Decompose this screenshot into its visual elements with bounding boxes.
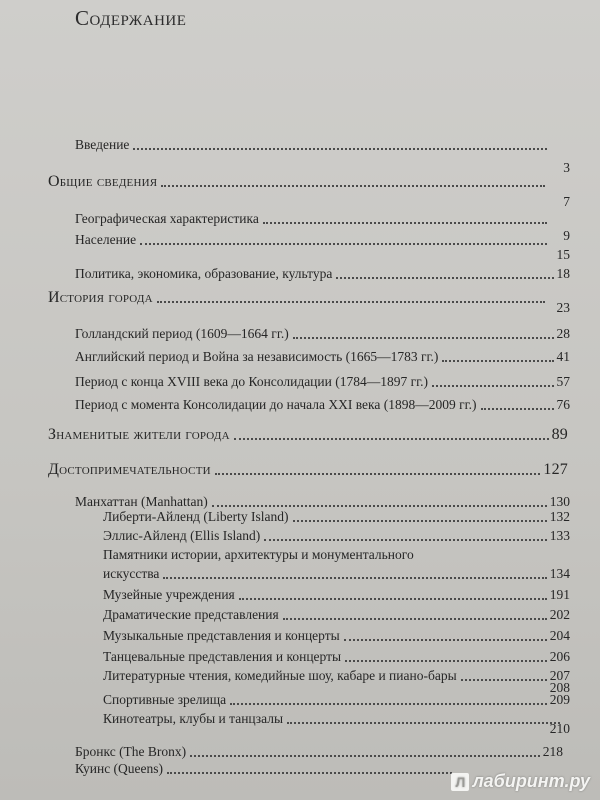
- leader-dots: [161, 173, 545, 187]
- toc-entry: Кинотеатры, клубы и танцзалы: [103, 707, 563, 727]
- leader-dots: [190, 743, 540, 757]
- leader-dots: [481, 396, 554, 410]
- leader-dots: [283, 606, 547, 620]
- leader-dots: [163, 565, 546, 579]
- toc-entry: Драматические представления 202: [103, 607, 570, 622]
- toc-entry: искусства 134: [103, 566, 570, 581]
- toc-entry: Либерти-Айленд (Liberty Island) 132: [103, 509, 570, 524]
- leader-dots: [133, 136, 547, 150]
- watermark-logo: [451, 771, 590, 792]
- toc-entry: 208: [549, 680, 570, 695]
- leader-dots: [230, 691, 547, 705]
- labirint-logo-icon: Л: [451, 773, 469, 791]
- page-title: Содержание: [75, 6, 187, 30]
- leader-dots: [167, 760, 452, 774]
- toc-entry: Английский период и Война за независимость (1665—1783 гг.) 41: [75, 349, 570, 364]
- toc-entry: Эллис-Айленд (Ellis Island) 133: [103, 528, 570, 543]
- toc-entry: Период с момента Консолидации до начала XXI века (1898—2009 гг.) 76: [75, 397, 570, 412]
- leader-dots: [234, 426, 549, 440]
- toc-entry: Введение: [75, 133, 550, 153]
- toc-section: Достопримечательности 127: [48, 461, 568, 478]
- leader-dots: [336, 265, 553, 279]
- leader-dots: [442, 348, 553, 362]
- leader-dots: [287, 710, 560, 724]
- toc-entry: Манхаттан (Manhattan) 130: [75, 494, 570, 509]
- toc-entry: 210: [549, 721, 570, 736]
- toc-entry: Литературные чтения, комедийные шоу, кабаре и пиано-бары 207: [103, 668, 570, 683]
- toc-section: История города: [48, 286, 548, 306]
- toc-entry: 23: [556, 300, 570, 315]
- leader-dots: [345, 648, 547, 662]
- toc-entry: Спортивные зрелища 209: [103, 692, 570, 707]
- toc-entry: Бронкс (The Bronx) 218: [75, 744, 563, 759]
- leader-dots: [293, 508, 547, 522]
- leader-dots: [263, 210, 547, 224]
- toc-entry: Музейные учреждения 191: [103, 587, 570, 602]
- toc-entry: Голландский период (1609—1664 гг.) 28: [75, 326, 570, 341]
- toc-entry: Политика, экономика, образование, культура 18: [75, 266, 570, 281]
- toc-entry: Население: [75, 228, 550, 248]
- toc-section: Общие сведения: [48, 170, 548, 190]
- leader-dots: [157, 289, 545, 303]
- toc-entry-line: Памятники истории, архитектуры и монументального: [103, 547, 414, 562]
- toc-entry: 3: [563, 160, 570, 175]
- leader-dots: [215, 461, 541, 475]
- leader-dots: [264, 527, 547, 541]
- toc-entry: Географическая характеристика: [75, 207, 550, 227]
- toc-entry: Куинс (Queens): [75, 757, 455, 777]
- toc-entry: Танцевальные представления и концерты 206: [103, 649, 570, 664]
- leader-dots: [432, 373, 553, 387]
- leader-dots: [293, 325, 554, 339]
- leader-dots: [239, 586, 547, 600]
- toc-entry: Музыкальные представления и концерты 204: [103, 628, 570, 643]
- toc-entry: 9: [563, 228, 570, 243]
- watermark-text: лабиринт.ру: [472, 771, 590, 791]
- toc-section: Знаменитые жители города 89: [48, 426, 568, 443]
- leader-dots: [140, 231, 547, 245]
- toc-entry: 15: [556, 247, 570, 262]
- toc-entry: Период с конца XVIII века до Консолидации (1784—1897 гг.) 57: [75, 374, 570, 389]
- leader-dots: [344, 627, 547, 641]
- toc-entry: 7: [563, 194, 570, 209]
